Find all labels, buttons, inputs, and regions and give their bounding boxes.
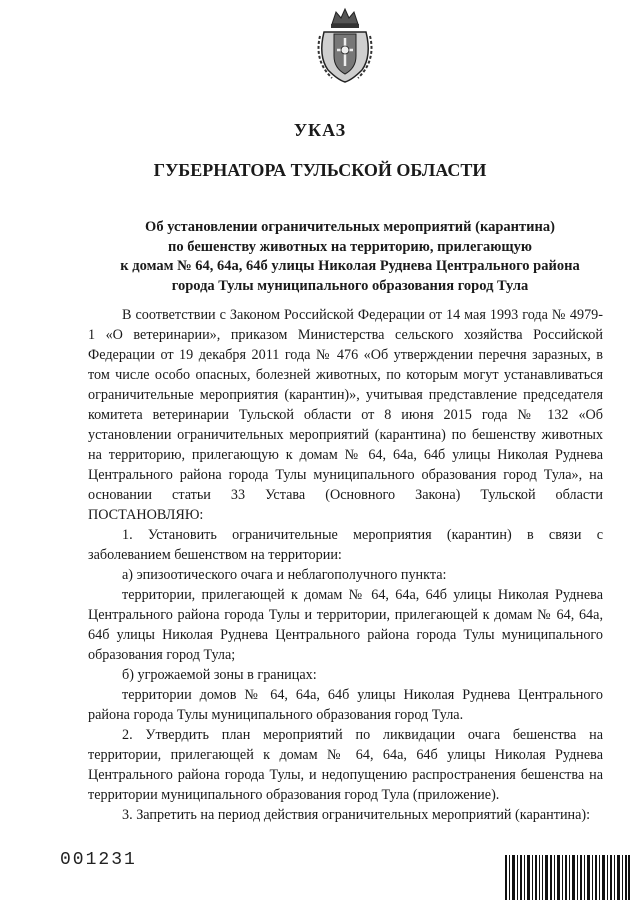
clause-2: 2. Утвердить план мероприятий по ликвидации очага бешенства на территории, прилегающей к домам № 64, 64а, 64б улицы Николая Руднева Центрального района города Тулы, и недопущению распространения бешенства на территории муниципального образования город Тула (приложение). xyxy=(88,727,603,803)
barcode-icon xyxy=(505,855,630,900)
clause-1a-heading: а) эпизоотического очага и неблагополучного пункта: xyxy=(122,567,447,583)
serial-number: 001231 xyxy=(60,850,137,870)
document-subject xyxy=(60,218,640,296)
clause-3: 3. Запретить на период действия ограничительных мероприятий (карантина): xyxy=(122,807,591,823)
document-body xyxy=(88,305,603,825)
subject-line: к домам № 64, 64а, 64б улицы Николая Руднева Центрального района xyxy=(120,258,580,274)
document-issuer: ГУБЕРНАТОРА ТУЛЬСКОЙ ОБЛАСТИ xyxy=(153,160,487,180)
clause-1b-heading: б) угрожаемой зоны в границах: xyxy=(122,667,317,683)
tula-coat-of-arms-icon xyxy=(310,6,380,86)
clause-1a-text: территории, прилегающей к домам № 64, 64а, 64б улицы Николая Руднева Центрального района города Тулы и территории, прилегающей к домам № 64, 64а, 64б улицы Николая Руднева Центрального района города Тулы муниципального образования город Тула; xyxy=(88,587,603,663)
clause-1: 1. Установить ограничительные мероприятия (карантин) в связи с заболеванием бешенством на территории: xyxy=(88,527,603,563)
subject-line: Об установлении ограничительных мероприятий (карантина) xyxy=(145,219,555,235)
subject-line: по бешенству животных на территорию, прилегающую xyxy=(168,238,532,255)
document-title: УКАЗ xyxy=(293,120,347,140)
subject-line: города Тулы муниципального образования город Тула xyxy=(171,277,529,294)
preamble-paragraph: В соответствии с Законом Российской Федерации от 14 мая 1993 года № 4979-1 «О ветеринарии», приказом Министерства сельского хозяйства Российской Федерации от 19 декабря 2011 года № 476 «Об утверждении перечня заразных, в том числе особо опасных, болезней животных, по которым могут устанавливаться ограничительные мероприятия (карантин)», учитывая представление председателя комитета ветеринарии Тульской области от 8 июня 2015 года № 132 «Об установлении ограничительных мероприятий (карантина) по бешенству животных на территорию, прилегающую к домам № 64, 64а, 64б улицы Николая Руднева Центрального района города Тулы муниципального образования город Тула», на основании статьи 33 Устава (Основного Закона) Тульской области ПОСТАНОВЛЯЮ: xyxy=(88,307,603,523)
clause-1b-text: территории домов № 64, 64а, 64б улицы Николая Руднева Центрального района города Тулы муниципального образования город Тула. xyxy=(88,687,603,723)
